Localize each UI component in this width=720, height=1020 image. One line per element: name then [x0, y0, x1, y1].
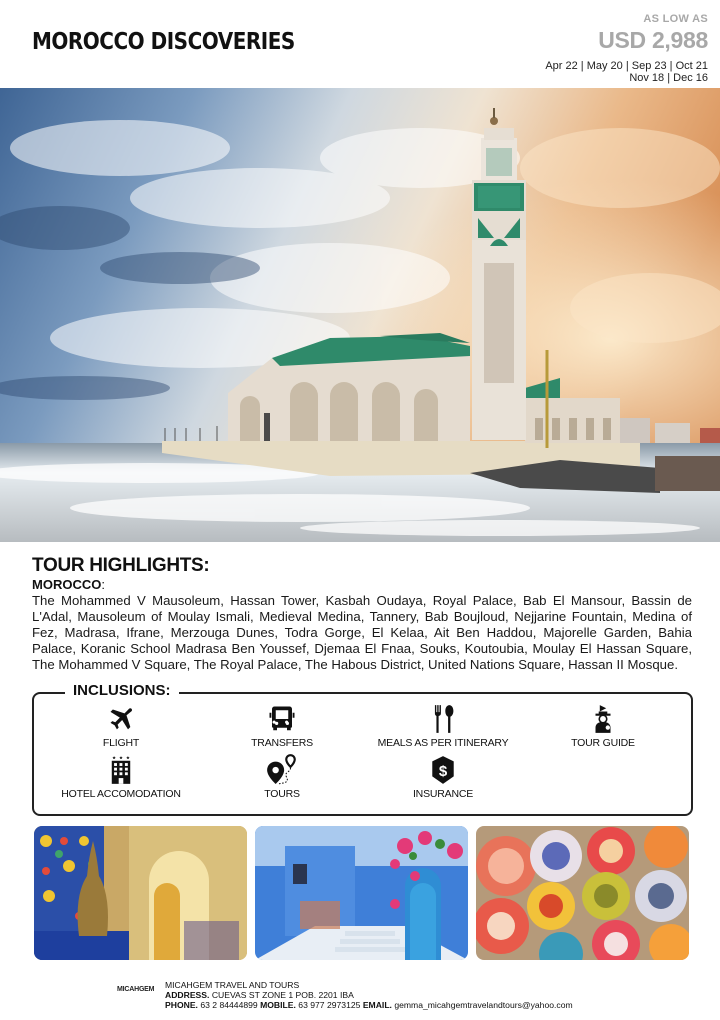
tiles-teapot-illustration [34, 826, 247, 960]
inclusion-meals [358, 704, 528, 749]
highlights-text: The Mohammed V Mausoleum, Hassan Tower, Kasbah Oudaya, Royal Palace, Bab El Mansour, Bassin de L'Adal, Mausoleum of Moulay Ismali, Medieval Medina, Tannery, Bab Boujloud, Nejjarine Fountain, Medina of Fez, Madrasa, Ifrane, Merzouga Dunes, Todra Gorge, El Kelaa, Ait Ben Haddou, Majorelle Garden, Bahia Palace, Koranic School Madrasa Ben Youssef, Djemaa El Fnaa, Souks, Koutoubia, Moulay El Hassan Square, The Mohammed V Square, The Royal Palace, The Habous District, United Nations Square, Hassan II Mosque. [32, 593, 692, 672]
email-label: EMAIL. [362, 1000, 392, 1010]
dates-line-2: Nov 18 | Dec 16 [629, 72, 708, 84]
photo-ceramic-plates [476, 826, 689, 960]
inclusion-tour-guide [518, 704, 688, 749]
inclusion-flight [36, 704, 206, 749]
phone-value: 63 2 84444899 [200, 1000, 258, 1010]
tour-highlights-heading: TOUR HIGHLIGHTS: [32, 555, 210, 576]
company-logo: MICAHGEM [117, 986, 155, 993]
map-pin-route-icon [265, 753, 299, 785]
email-value[interactable]: gemma_micahgemtravelandtours@yahoo.com [394, 1000, 573, 1010]
phone-label: PHONE. [165, 1000, 198, 1010]
blue-street-illustration [255, 826, 468, 960]
inclusion-label: FLIGHT [102, 737, 140, 749]
tour-guide-icon [590, 704, 616, 734]
photo-blue-street [255, 826, 468, 960]
fork-spoon-icon [429, 704, 457, 734]
inclusion-label: TOURS [264, 788, 300, 800]
inclusion-label: HOTEL ACCOMODATION [61, 788, 181, 800]
inclusion-label: MEALS AS PER ITINERARY [377, 737, 509, 749]
inclusion-hotel [36, 755, 206, 800]
price-label: AS LOW AS [643, 13, 708, 25]
inclusion-tours [197, 755, 367, 800]
inclusion-label: INSURANCE [412, 788, 474, 800]
mosque-illustration [0, 88, 720, 542]
price-block [545, 13, 708, 84]
price-value: USD 2,988 [598, 27, 708, 53]
company-name: MICAHGEM TRAVEL AND TOURS [165, 980, 300, 990]
hero-image-mosque [0, 88, 720, 542]
inclusions-heading: INCLUSIONS: [65, 682, 179, 699]
dollar-shield-icon [430, 755, 456, 785]
dates-line-1: Apr 22 | May 20 | Sep 23 | Oct 21 [545, 60, 708, 72]
address-value: CUEVAS ST ZONE 1 POB. 2201 IBA [211, 990, 354, 1000]
departure-dates [545, 60, 708, 84]
airplane-icon [107, 706, 135, 734]
photo-moroccan-tiles [34, 826, 247, 960]
footer-contact [165, 980, 573, 1010]
address-line [165, 990, 573, 1000]
contact-line [165, 1000, 573, 1010]
brand-title: MOROCCO DISCOVERIES [32, 27, 295, 55]
country-colon: : [101, 577, 105, 592]
bus-icon [267, 704, 297, 734]
ceramic-plates-illustration [476, 826, 689, 960]
inclusion-label: TOUR GUIDE [571, 737, 635, 749]
country-name: MOROCCO [32, 577, 102, 592]
inclusion-transfers [197, 704, 367, 749]
svg-text:$: $ [438, 762, 448, 780]
inclusion-label: TRANSFERS [251, 737, 313, 749]
hotel-icon [109, 755, 133, 785]
mobile-label: MOBILE. [260, 1000, 296, 1010]
mobile-value: 63 977 2973125 [298, 1000, 361, 1010]
inclusion-insurance [358, 755, 528, 800]
highlights-country [32, 577, 105, 592]
address-label: ADDRESS. [165, 990, 210, 1000]
